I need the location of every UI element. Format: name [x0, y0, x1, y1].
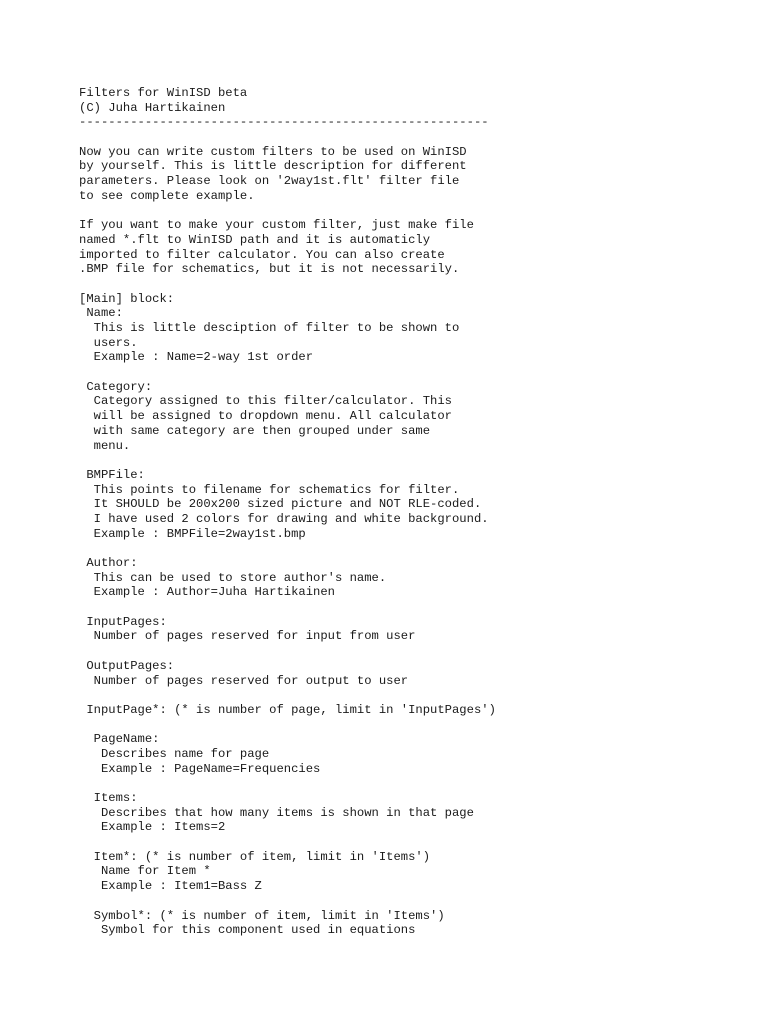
- text-line: named *.flt to WinISD path and it is automaticly: [79, 232, 431, 247]
- text-line: Example : Item1=Bass Z: [79, 879, 262, 894]
- text-line: Example : Author=Juha Hartikainen: [79, 585, 335, 600]
- text-line: Category:: [79, 379, 153, 394]
- blank-line: [79, 894, 759, 909]
- blank-line: [79, 453, 759, 468]
- text-line: users.: [79, 335, 138, 350]
- text-line: OutputPages:: [79, 658, 175, 673]
- blank-line: [79, 776, 759, 791]
- text-line: I have used 2 colors for drawing and white background.: [79, 511, 489, 526]
- text-line: to see complete example.: [79, 188, 255, 203]
- text-line: Name:: [79, 306, 123, 321]
- blank-line: [79, 130, 759, 145]
- blank-line: [79, 541, 759, 556]
- text-line: Filters for WinISD beta: [79, 86, 248, 100]
- text-line: Category assigned to this filter/calculator. This: [79, 394, 452, 409]
- blank-line: [79, 600, 759, 615]
- blank-line: [79, 277, 759, 292]
- text-line: This is little desciption of filter to be shown to: [79, 321, 460, 335]
- text-line: Example : Name=2-way 1st order: [79, 350, 314, 365]
- document-page: [79, 86, 759, 938]
- text-line: with same category are then grouped under same: [79, 423, 431, 438]
- text-line: Symbol*: (* is number of item, limit in 'Items'): [79, 908, 445, 923]
- text-line: will be assigned to dropdown menu. All calculator: [79, 409, 452, 424]
- text-line: imported to filter calculator. You can also create: [79, 247, 445, 262]
- text-line: PageName:: [79, 732, 160, 747]
- text-line: Describes name for page: [79, 746, 270, 761]
- text-line: parameters. Please look on '2way1st.flt' filter file: [79, 174, 460, 189]
- text-line: Author:: [79, 556, 138, 570]
- text-line: --------------------------------------------------------: [79, 115, 489, 130]
- text-line: Describes that how many items is shown in that page: [79, 805, 474, 820]
- text-line: (C) Juha Hartikainen: [79, 100, 226, 115]
- text-line: Number of pages reserved for output to user: [79, 673, 409, 688]
- text-line: Example : Items=2: [79, 820, 226, 835]
- text-line: This can be used to store author's name.: [79, 570, 387, 585]
- text-line: InputPages:: [79, 614, 167, 629]
- text-line: Items:: [79, 791, 138, 805]
- text-line: Item*: (* is number of item, limit in 'Items'): [79, 849, 431, 864]
- text-line: Now you can write custom filters to be used on WinISD: [79, 144, 467, 159]
- blank-line: [79, 718, 759, 733]
- blank-line: [79, 644, 759, 659]
- blank-line: [79, 365, 759, 380]
- text-line: Example : PageName=Frequencies: [79, 761, 321, 776]
- text-line: If you want to make your custom filter, just make file: [79, 218, 474, 233]
- text-line: InputPage*: (* is number of page, limit in 'InputPages'): [79, 702, 496, 717]
- text-line: Example : BMPFile=2way1st.bmp: [79, 526, 306, 541]
- text-line: .BMP file for schematics, but it is not necessarily.: [79, 262, 460, 277]
- text-line: It SHOULD be 200x200 sized picture and NOT RLE-coded.: [79, 497, 482, 512]
- text-line: [Main] block:: [79, 291, 175, 306]
- text-line: Symbol for this component used in equations: [79, 923, 416, 938]
- text-line: Number of pages reserved for input from user: [79, 629, 416, 644]
- text-line: menu.: [79, 438, 131, 453]
- text-line: Name for Item *: [79, 864, 211, 879]
- text-line: This points to filename for schematics for filter.: [79, 482, 460, 497]
- blank-line: [79, 204, 759, 219]
- text-line: BMPFile:: [79, 467, 145, 482]
- text-line: by yourself. This is little description for different: [79, 159, 467, 174]
- blank-line: [79, 688, 759, 703]
- blank-line: [79, 835, 759, 850]
